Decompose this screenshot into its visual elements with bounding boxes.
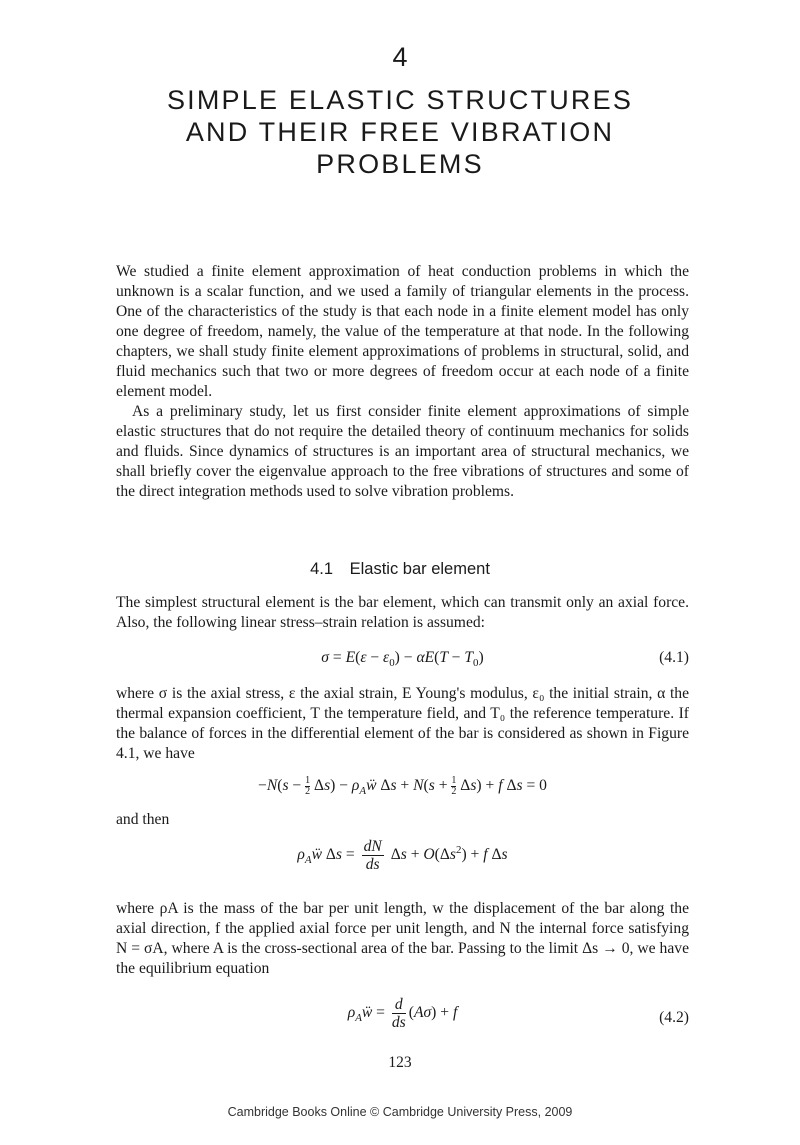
section-title: Elastic bar element bbox=[349, 560, 490, 578]
chapter-title-line: SIMPLE ELASTIC STRUCTURES bbox=[166, 85, 634, 115]
equation-expansion: $\rho_Aẅ$ Δs = $\frac{dN}{ds}$ $\Delta s + O(\Delta s^2) + f$ Δs bbox=[297, 838, 508, 873]
equation-number: (4.2) bbox=[659, 1009, 689, 1026]
equation-number: (4.1) bbox=[659, 649, 689, 666]
section-number: 4.1 bbox=[310, 560, 333, 578]
equation-4-2: $\rho_Aẅ$ = $\frac{d}{ds}$ (Aσ) + f (4.2) bbox=[347, 996, 689, 1031]
intro-paragraph-1: We studied a finite element approximation of heat conduction problems in which the unknown is a scalar function, and we used a family of triangular elements in the process. One of the characteristics of the study is that each node in a finite element model has only one degree of freedom, namely, the value of the temperature at that node. In the following chapters, we shall study finite element approximations of problems in structural, solid, and fluid mechanics such that two or more degrees of freedom occur at each node of a finite element model. bbox=[116, 263, 689, 400]
chapter-title-line: AND THEIR FREE VIBRATION bbox=[185, 117, 615, 147]
and-then-text: and then bbox=[116, 811, 170, 828]
intro-paragraph-2: As a preliminary study, let us first consider finite element approximations of simple elastic structures that do not require the detailed theory of continuum mechanics for solids and fluids. Since dynamics of structures is an important area of structural mechanics, we shall briefly cover the eigenvalue approach to the free vibrations of structures and some of the direct integration methods used to solve vibration problems. bbox=[116, 403, 689, 500]
page-number: 123 bbox=[388, 1054, 412, 1071]
chapter-title-line: PROBLEMS bbox=[316, 149, 484, 179]
chapter-title bbox=[100, 84, 700, 180]
equation-4-1: $\sigma = E(\varepsilon - \varepsilon_0) - \alpha E(T - T_0)$ (4.1) bbox=[321, 649, 689, 670]
mass-definitions-text: where ρA is the mass of the bar per unit length, w the displacement of the bar along the axial direction, f the applied axial force per unit length, and N the internal force satisfying N = σA, where A is the cross-sectional area of the bar. Passing to the limit Δs → 0, we have the equilibrium equation bbox=[116, 900, 689, 977]
intro-text bbox=[116, 262, 689, 502]
copyright-footer: Cambridge Books Online © Cambridge University Press, 2009 bbox=[227, 1105, 573, 1119]
bar-intro-text: The simplest structural element is the bar element, which can transmit only an axial force. Also, the following linear stress–strain relation is assumed: bbox=[116, 594, 689, 631]
chapter-number: 4 bbox=[392, 42, 408, 72]
section-heading bbox=[0, 560, 800, 579]
equation-force-balance: −N(s − $\frac{1}{2}$ $\Delta s) - \rho_Aẅ$ Δs + N(s + $\frac{1}{2}$ Δs) + f Δs = 0 bbox=[258, 775, 547, 798]
stress-definitions-text: where σ is the axial stress, ε the axial strain, E Young's modulus, ε₀ the initial strain, α the thermal expansion coefficient, T the temperature field, and T₀ the reference temperature. If the balance of forces in the differential element of the bar is considered as shown in Figure 4.1, we have bbox=[116, 685, 689, 762]
